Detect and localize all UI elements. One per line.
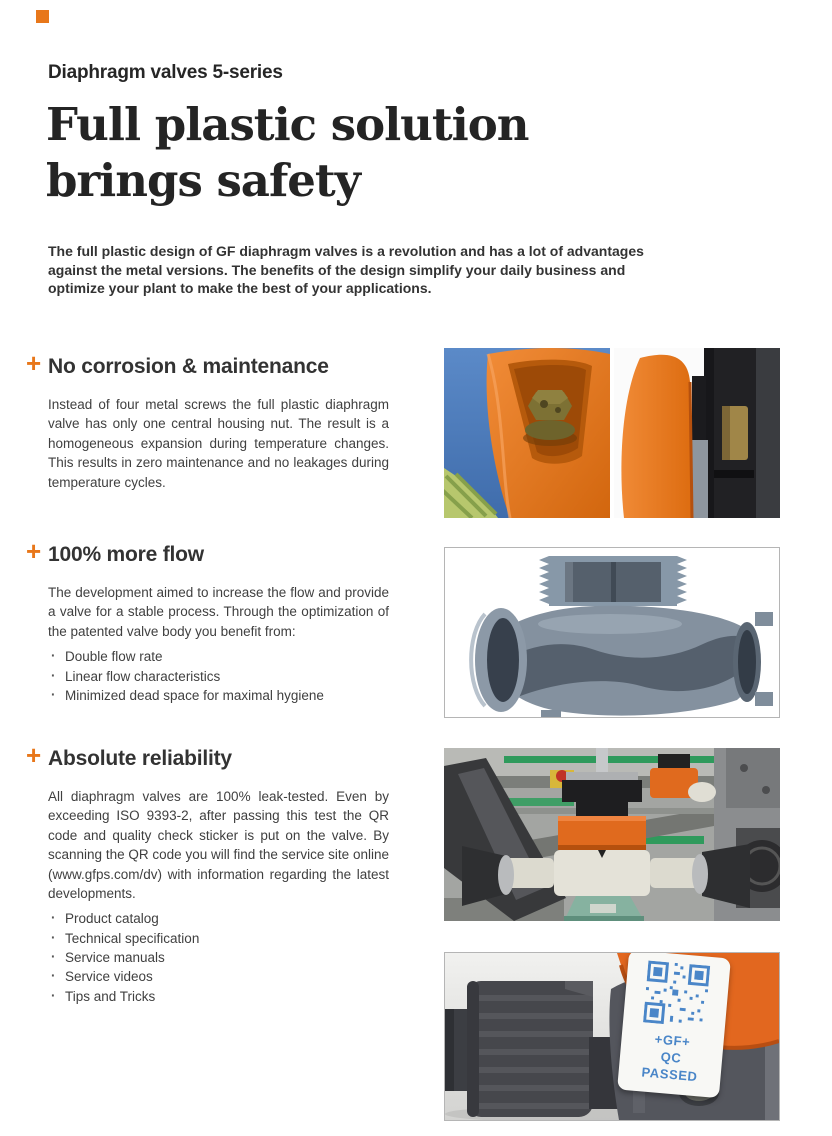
bullet-label: Service manuals bbox=[65, 950, 165, 966]
title-line-1: Full plastic solution bbox=[46, 98, 529, 151]
bullet-dot-icon: · bbox=[51, 686, 56, 702]
cross-section-illustration bbox=[445, 548, 779, 717]
photo-valve-body-cross-section bbox=[444, 547, 780, 718]
bullet-item bbox=[48, 909, 394, 928]
plus-icon: + bbox=[26, 348, 42, 378]
bullet-label: Technical specification bbox=[65, 930, 200, 946]
bullet-label: Double flow rate bbox=[65, 649, 163, 665]
bullet-item bbox=[48, 929, 394, 948]
sticker-line-3: PASSED bbox=[640, 1064, 699, 1085]
bullet-item bbox=[48, 667, 394, 686]
bullet-item bbox=[48, 948, 394, 967]
page-title bbox=[46, 97, 529, 209]
bullet-dot-icon: · bbox=[51, 968, 56, 984]
bullet-item bbox=[48, 647, 394, 666]
plus-icon: + bbox=[26, 536, 42, 566]
section-more-flow bbox=[26, 536, 394, 705]
union-nut bbox=[445, 981, 593, 1117]
bullet-dot-icon: · bbox=[51, 987, 56, 1003]
photo-leak-test-machine bbox=[444, 748, 780, 921]
bottom-tab bbox=[541, 710, 561, 717]
section-heading: 100% more flow bbox=[48, 543, 204, 566]
qr-code bbox=[643, 961, 710, 1028]
bullet-dot-icon: · bbox=[51, 910, 56, 926]
section-body: All diaphragm valves are 100% leak-tested. Even by exceeding ISO 9393-2, after passing this test the QR code and quality check sticker is put on the valve. By scanning the QR code you will find the service site online (www.gfps.com/dv) with information regarding the latest developments. bbox=[48, 789, 389, 902]
bullet-list bbox=[48, 647, 394, 705]
section-absolute-reliability bbox=[26, 740, 394, 1006]
section-heading: No corrosion & maintenance bbox=[48, 355, 329, 378]
brand-logo-square bbox=[36, 10, 49, 23]
left-flange bbox=[471, 608, 527, 712]
kicker: Diaphragm valves 5-series bbox=[48, 62, 283, 83]
bullet-label: Minimized dead space for maximal hygiene bbox=[65, 687, 324, 703]
photo-central-housing-nut bbox=[444, 348, 780, 518]
bullet-dot-icon: · bbox=[51, 667, 56, 683]
bullet-dot-icon: · bbox=[51, 949, 56, 965]
threaded-collar bbox=[539, 556, 687, 606]
black-cross-section bbox=[704, 348, 780, 518]
bullet-dot-icon: · bbox=[51, 929, 56, 945]
bullet-label: Linear flow characteristics bbox=[65, 668, 221, 684]
title-line-2: brings safety bbox=[46, 154, 360, 207]
bullet-item bbox=[48, 987, 394, 1006]
intro-paragraph: The full plastic design of GF diaphragm valves is a revolution and has a lot of advantages against the metal versions. The benefits of the design simplify your daily business and optimize your plant to make the best of your applications. bbox=[48, 243, 644, 297]
test-machine-illustration bbox=[444, 748, 780, 921]
section-no-corrosion bbox=[26, 348, 394, 492]
photo-nut-right-panel bbox=[614, 348, 780, 518]
section-heading: Absolute reliability bbox=[48, 747, 232, 770]
section-body: The development aimed to increase the flow and provide a valve for a stable process. Through the optimization of the patented valve body you benefit from: bbox=[48, 585, 389, 639]
bullet-label: Tips and Tricks bbox=[65, 988, 156, 1004]
sticker-line-2: QC bbox=[660, 1048, 683, 1066]
bullet-label: Service videos bbox=[65, 969, 153, 985]
bullet-item bbox=[48, 967, 394, 986]
bullet-dot-icon: · bbox=[51, 648, 56, 664]
bullet-label: Product catalog bbox=[65, 911, 159, 927]
photo-qc-sticker-valve bbox=[444, 952, 780, 1121]
photo-nut-left-panel bbox=[444, 348, 610, 518]
sticker-line-1: +GF+ bbox=[654, 1031, 691, 1050]
section-body: Instead of four metal screws the full plastic diaphragm valve has only one central housing nut. The result is a homogeneous expansion during temperature changes. This results in zero maintenance and no leakages during temperature cycles. bbox=[48, 397, 389, 490]
plus-icon: + bbox=[26, 740, 42, 770]
qc-sticker bbox=[617, 952, 731, 1098]
bullet-item bbox=[48, 686, 394, 705]
bullet-list bbox=[48, 909, 394, 1005]
photo-panels bbox=[444, 348, 780, 518]
